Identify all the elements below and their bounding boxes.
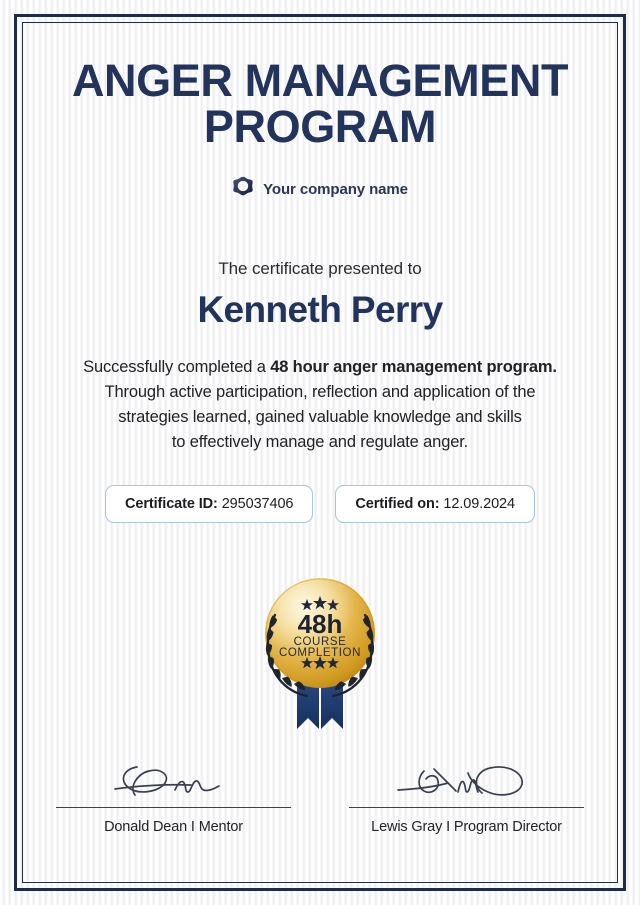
signature-rule-program-director [349, 807, 584, 808]
brand-name: Your company name [263, 180, 408, 198]
signature-mark-program-director [372, 759, 562, 805]
signature-caption-mentor: Donald Dean I Mentor [104, 819, 243, 835]
gold-award-seal-icon [245, 571, 395, 741]
svg-text:48h: 48h [297, 609, 343, 639]
svg-text:COURSE: COURSE [293, 636, 347, 648]
certificate-content [30, 30, 610, 875]
certificate-id-value: 295037406 [217, 496, 294, 512]
body-line-2: Through active participation, reflection and application of the [104, 382, 536, 401]
certificate-id-chip [105, 485, 313, 523]
recipient-name: Kenneth Perry [197, 288, 443, 330]
certified-on-chip [335, 485, 535, 523]
signature-row [56, 759, 584, 835]
diamond-ring-logo-icon [232, 176, 254, 203]
signature-mentor [56, 759, 291, 835]
signature-caption-program-director: Lewis Gray I Program Director [371, 819, 562, 835]
body-line-1-bold: 48 hour anger management program. [270, 357, 557, 376]
body-paragraph [40, 355, 600, 455]
certificate-meta-row [105, 485, 535, 523]
signature-mark-mentor [79, 759, 269, 805]
signature-rule-mentor [56, 807, 291, 808]
body-line-4: to effectively manage and regulate anger. [171, 432, 469, 451]
certified-on-value: 12.09.2024 [439, 496, 515, 512]
body-line-3: strategies learned, gained valuable knowledge and skills [118, 407, 522, 426]
title-line-2: PROGRAM [203, 101, 437, 153]
body-line-1-prefix: Successfully completed a [83, 357, 271, 376]
signature-program-director [349, 759, 584, 835]
brand [232, 176, 408, 203]
certificate-id-label: Certificate ID: [125, 496, 218, 512]
page-title [60, 30, 580, 151]
certified-on-label: Certified on: [355, 496, 440, 512]
title-line-1: ANGER MANAGEMENT [71, 55, 569, 106]
svg-text:COMPLETION: COMPLETION [278, 647, 362, 659]
presented-to-label: The certificate presented to [218, 258, 422, 278]
